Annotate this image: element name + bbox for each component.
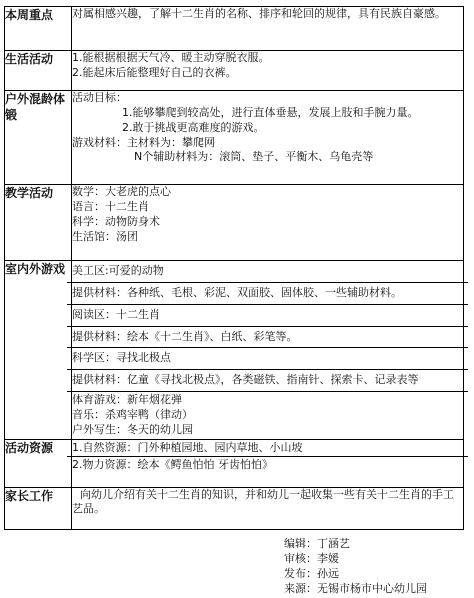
resources-item: 1.自然资源：门外种植园地、园内草地、小山坡 xyxy=(72,440,303,454)
label-focus: 本周重点 xyxy=(5,7,72,51)
parents-body xyxy=(72,487,464,529)
games-materials-row xyxy=(67,326,468,348)
teaching-body xyxy=(72,185,464,261)
label-outdoor: 户外混龄体锻 xyxy=(5,91,72,185)
games-area: 阅读区：十二生肖 xyxy=(72,307,160,321)
life-item: 2.能起床后能整理好自己的衣裤。 xyxy=(72,65,237,79)
row-resources xyxy=(5,439,464,487)
label-games: 室内外游戏 xyxy=(5,261,72,440)
row-games xyxy=(5,261,464,440)
outdoor-body xyxy=(72,91,464,185)
label-resources: 活动资源 xyxy=(5,439,72,487)
resources-item-row xyxy=(67,456,468,474)
games-materials: 提供材料：亿童《寻找北极点》，各类磁铁、指南针、探索卡、记录表等 xyxy=(72,373,419,387)
row-parents xyxy=(5,487,464,529)
weekly-plan-table xyxy=(4,6,464,530)
resources-item-row xyxy=(67,440,468,457)
games-area-row xyxy=(67,261,468,282)
focus-text-content: 对属相感兴趣，了解十二生肖的名称、排序和轮回的规律，具有民族自豪感。 xyxy=(72,7,446,20)
outdoor-material-main: 游戏材料：主材料为：攀爬网 xyxy=(72,135,215,149)
credit-reviewer: 审核：李媛 xyxy=(284,552,339,565)
games-materials-row xyxy=(67,369,468,391)
row-teaching xyxy=(5,185,464,261)
teaching-item: 数学：大老虎的点心 xyxy=(72,185,171,198)
games-materials: 提供材料：各种纸、毛根、彩泥、双面胶、固体胶、一些辅助材料。 xyxy=(72,285,402,299)
resources-body xyxy=(72,439,464,487)
games-area: 科学区：寻找北极点 xyxy=(72,351,171,365)
outdoor-goal: 1.能够攀爬到较高处，进行直体垂悬，发展上肢和手腕力量。 xyxy=(122,105,419,119)
life-item: 1.能根据根据天气冷、暖主动穿脱衣服。 xyxy=(72,51,270,64)
games-body xyxy=(72,261,464,440)
games-extra-item: 体育游戏：新年烟花弹 xyxy=(72,393,182,407)
credits-footer xyxy=(284,536,427,596)
games-area-row xyxy=(67,304,468,326)
games-materials: 提供材料：绘本《十二生肖》、白纸、彩笔等。 xyxy=(72,329,298,343)
row-life xyxy=(5,51,464,91)
teaching-item: 语言：十二生肖 xyxy=(72,199,149,213)
games-extra-item: 户外写生：冬天的幼儿园 xyxy=(72,422,193,436)
resources-item: 2.物力资源：绘本《鳄鱼怕怕 牙齿怕怕》 xyxy=(72,458,273,472)
games-extra-item: 音乐：杀鸡宰鸭（律动） xyxy=(72,407,193,421)
outdoor-goal: 2.敢于挑战更高难度的游戏。 xyxy=(122,120,265,134)
row-outdoor xyxy=(5,91,464,185)
games-area: 美工区:可爱的动物 xyxy=(72,264,164,277)
credit-publisher: 发布：孙远 xyxy=(284,567,339,580)
label-parents: 家长工作 xyxy=(5,487,72,529)
games-materials-row xyxy=(67,282,468,304)
life-body xyxy=(72,51,464,91)
credit-editor: 编辑：丁涵艺 xyxy=(284,537,350,550)
teaching-item: 科学：动物防身术 xyxy=(72,214,160,228)
label-life: 生活活动 xyxy=(5,51,72,91)
outdoor-material-aux: N个辅助材料为：滚筒、垫子、平衡木、乌龟壳等 xyxy=(134,150,374,164)
teaching-item: 生活馆：汤团 xyxy=(72,229,138,243)
focus-text xyxy=(72,7,464,51)
outdoor-goal-title: 活动目标： xyxy=(72,91,127,104)
games-area-row xyxy=(67,347,468,369)
parents-text: 向幼儿介绍有关十二生肖的知识，并和幼儿一起收集一些有关十二生肖的手工艺品。 xyxy=(72,487,454,516)
label-teaching: 教学活动 xyxy=(5,185,72,261)
row-focus xyxy=(5,7,464,51)
games-extra-row xyxy=(67,391,468,439)
credit-source: 来源：无锡市杨市中心幼儿园 xyxy=(284,582,427,595)
